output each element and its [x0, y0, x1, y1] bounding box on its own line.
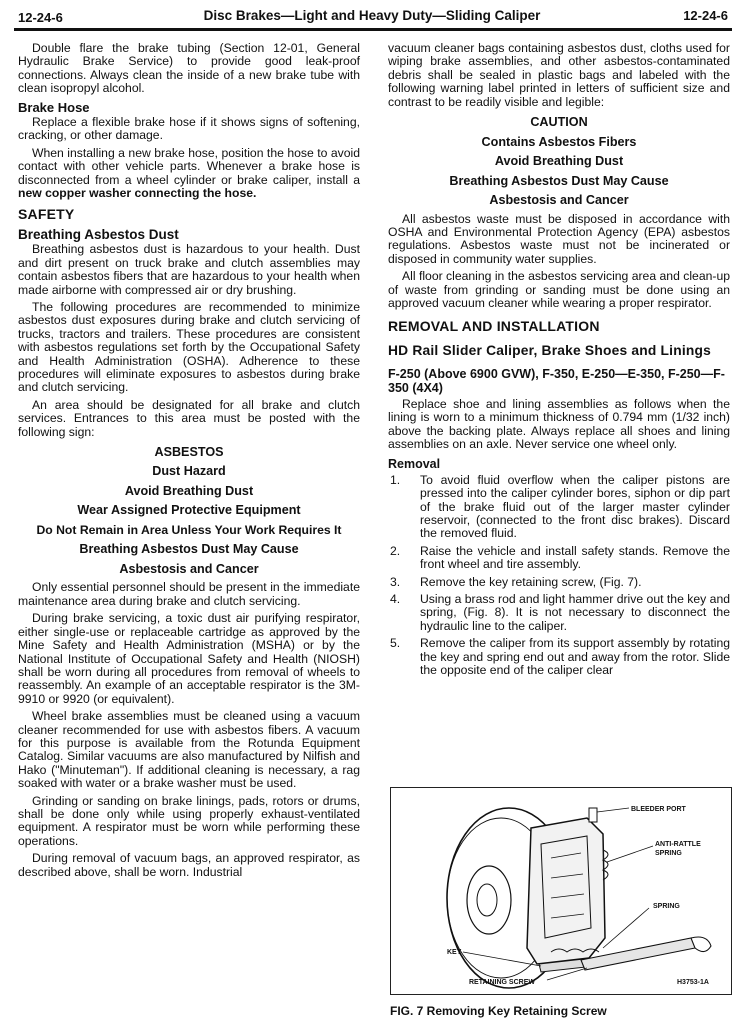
label-anti-rattle: ANTI-RATTLE: [655, 841, 701, 848]
copper-washer-emphasis: new copper washer connecting the hose.: [18, 186, 257, 201]
step-number: 4.: [390, 592, 401, 607]
figure-code: H3753-1A: [677, 979, 709, 986]
leader-spring: [603, 908, 649, 948]
label-key: KEY: [447, 949, 462, 956]
left-column: [18, 42, 360, 883]
waste-paragraph: All asbestos waste must be disposed in accordance with OSHA and Environmental Protection Agency (EPA) asbestos regulations. Asbestos waste must not be incinerated or disposed in community water supplies.: [388, 211, 730, 266]
right-column: [388, 42, 730, 682]
leader-bleeder: [597, 808, 629, 812]
safety-paragraph-6: Wheel brake assemblies must be cleaned using a vacuum cleaner recommended for use with asbestos fibers. A vacuum for this purpose is available from the Rotunda Equipment Catalog. Similar vacuums are also manufactured by Nilfish and Hako ("Minuteman"). If additional cleaning is necessary, a rag soaked with water or a brake washer must be used.: [18, 709, 360, 791]
floor-cleaning-paragraph: All floor cleaning in the asbestos servicing area and clean-up of waste from grinding or sanding must be done using an approved vacuum cleaner while wearing a proper respirator.: [388, 269, 730, 310]
list-item: [388, 593, 730, 633]
continued-paragraph: vacuum cleaner bags containing asbestos dust, cloths used for wiping brake assemblies, and other asbestos-contaminated debris shall be sealed in plastic bags and labeled with the following warning label printed in letters of sufficient size and contrast to be readily visible and legible:: [388, 41, 730, 109]
page-header: [14, 6, 730, 28]
step-text: Using a brass rod and light hammer drive out the key and spring, (Fig. 8). It is not necessary to disconnect the hydraulic line to the caliper.: [420, 592, 730, 633]
page-number-left: 12-24-6: [18, 10, 63, 25]
sign-line: Dust Hazard: [152, 464, 226, 479]
label-spring: SPRING: [653, 903, 680, 910]
hub-center: [477, 884, 497, 916]
step-number: 1.: [390, 472, 401, 487]
safety-paragraph-8: During removal of vacuum bags, an approved respirator, as described above, shall be worn. Industrial: [18, 851, 360, 879]
heading-models: F-250 (Above 6900 GVW), F-350, E-250—E-350, F-250—F-350 (4X4): [388, 366, 725, 395]
header-rule: [14, 28, 732, 31]
step-number: 3.: [390, 574, 401, 589]
safety-paragraph-3: An area should be designated for all brake and clutch services. Entrances to this area must be posted with the following sign:: [18, 397, 360, 439]
brake-hose-paragraph-1: Replace a flexible brake hose if it shows signs of softening, cracking, or other damage.: [18, 115, 360, 143]
sign-line: Breathing Asbestos Dust May Cause: [79, 542, 299, 557]
step-number: 5.: [390, 636, 401, 651]
figure-7: [390, 787, 732, 995]
safety-paragraph-2: The following procedures are recommended to minimize asbestos dust exposures during brake and clutch servicing of trucks, tractors and trailers. These procedures are consistent with asbestos regulations set forth by the Occupational Safety and Health Administration (OSHA). Adherence to these procedures will eliminate exposures to asbestos during brake and clutch servicing.: [18, 299, 360, 395]
safety-paragraph-4: Only essential personnel should be present in the immediate maintenance area during brake and clutch servicing.: [18, 580, 360, 608]
figure-caption: FIG. 7 Removing Key Retaining Screw: [390, 1004, 607, 1018]
brake-hose-text: When installing a new brake hose, position the hose to avoid contact with other vehicle parts. Whenever a brake hose is disconnected from a wheel cylinder or brake caliper, install a: [18, 145, 360, 187]
hub: [467, 866, 511, 934]
step-text: Remove the caliper from its support assembly by rotating the key and spring end out and away from the rotor. Slide the opposite end of the caliper clear: [420, 636, 730, 678]
caliper-illustration: [391, 788, 731, 994]
sign-line: ASBESTOS: [154, 444, 224, 459]
sign-line: Asbestosis and Cancer: [119, 561, 259, 576]
label-bleeder-port: BLEEDER PORT: [631, 806, 686, 813]
heading-removal-installation: REMOVAL AND INSTALLATION: [388, 318, 600, 335]
step-text: Remove the key retaining screw, (Fig. 7).: [420, 574, 642, 589]
step-text: To avoid fluid overflow when the caliper pistons are pressed into the caliper cylinder bores, siphon or dip part of the brake fluid out of the larger master cylinder reservoir, (connected to the front disc brakes). Discard the removed fluid.: [420, 472, 730, 541]
label-anti-rattle-spring: SPRING: [655, 850, 682, 857]
list-item: [388, 474, 730, 541]
safety-paragraph-7: Grinding or sanding on brake linings, pads, rotors or drums, shall be done only while using properly exhaust-ventilated equipment. A respirator must be worn while performing these operations.: [18, 793, 360, 848]
page-number-right: 12-24-6: [683, 8, 728, 23]
list-item: [388, 637, 730, 677]
heading-breathing-asbestos: Breathing Asbestos Dust: [18, 226, 179, 242]
sign-line: Do Not Remain in Area Unless Your Work Requires It: [36, 522, 342, 537]
safety-paragraph-5: During brake servicing, a toxic dust air purifying respirator, either single-use or replaceable cartridge as approved by the Mine Safety and Health Administration (MSHA) or by the National Institute of Occupational Safety and Health (NIOSH) shall be worn during all procedures from removal of wheels to reassembly. An example of an acceptable respirator is the 3M-9910 or 9920 (or equivalent).: [18, 611, 360, 706]
bleeder-port: [589, 808, 597, 822]
replace-shoe-paragraph: Replace shoe and lining assemblies as follows when the lining is worn to a minimum thickness of 0.794 mm (1/32 inch) above the backing plate. Always replace all shoes and lining assemblies on an axle. Never service one wheel only.: [388, 396, 730, 451]
caution-line: CAUTION: [530, 115, 588, 130]
leader-anti-rattle: [607, 846, 653, 862]
caution-label: [388, 113, 730, 211]
caution-line: Breathing Asbestos Dust May Cause: [449, 173, 669, 188]
brake-hose-paragraph-2: [18, 147, 360, 201]
caution-line: Asbestosis and Cancer: [489, 193, 629, 208]
intro-paragraph: Double flare the brake tubing (Section 12-01, General Hydraulic Brake Service) to provide good leak-proof connections. Always clean the inside of a new brake tube with clean isopropyl alcohol.: [18, 41, 360, 96]
heading-removal: Removal: [388, 457, 441, 472]
sign-line: Avoid Breathing Dust: [124, 483, 254, 498]
sign-line: Wear Assigned Protective Equipment: [77, 503, 301, 518]
section-title: Disc Brakes—Light and Heavy Duty—Sliding Caliper: [203, 8, 541, 23]
leader-key: [463, 952, 541, 966]
heading-brake-hose: Brake Hose: [18, 99, 90, 115]
label-retaining-screw: RETAINING SCREW: [469, 979, 535, 986]
step-text: Raise the vehicle and install safety stands. Remove the front wheel and tire assembly.: [420, 543, 730, 572]
list-item: [388, 545, 730, 572]
step-number: 2.: [390, 543, 401, 558]
asbestos-sign: [18, 443, 360, 580]
removal-steps: [388, 474, 730, 678]
caution-line: Avoid Breathing Dust: [494, 154, 624, 169]
caution-line: Contains Asbestos Fibers: [481, 134, 637, 149]
safety-paragraph-1: Breathing asbestos dust is hazardous to your health. Dust and dirt present on truck brake and clutch assemblies may contain asbestos fibers that are hazardous to your health when made airborne with compressed air or dry brushing.: [18, 242, 360, 297]
list-item: [388, 576, 730, 589]
heading-safety: SAFETY: [18, 206, 75, 223]
heading-hd-rail-slider: HD Rail Slider Caliper, Brake Shoes and Linings: [388, 342, 711, 358]
